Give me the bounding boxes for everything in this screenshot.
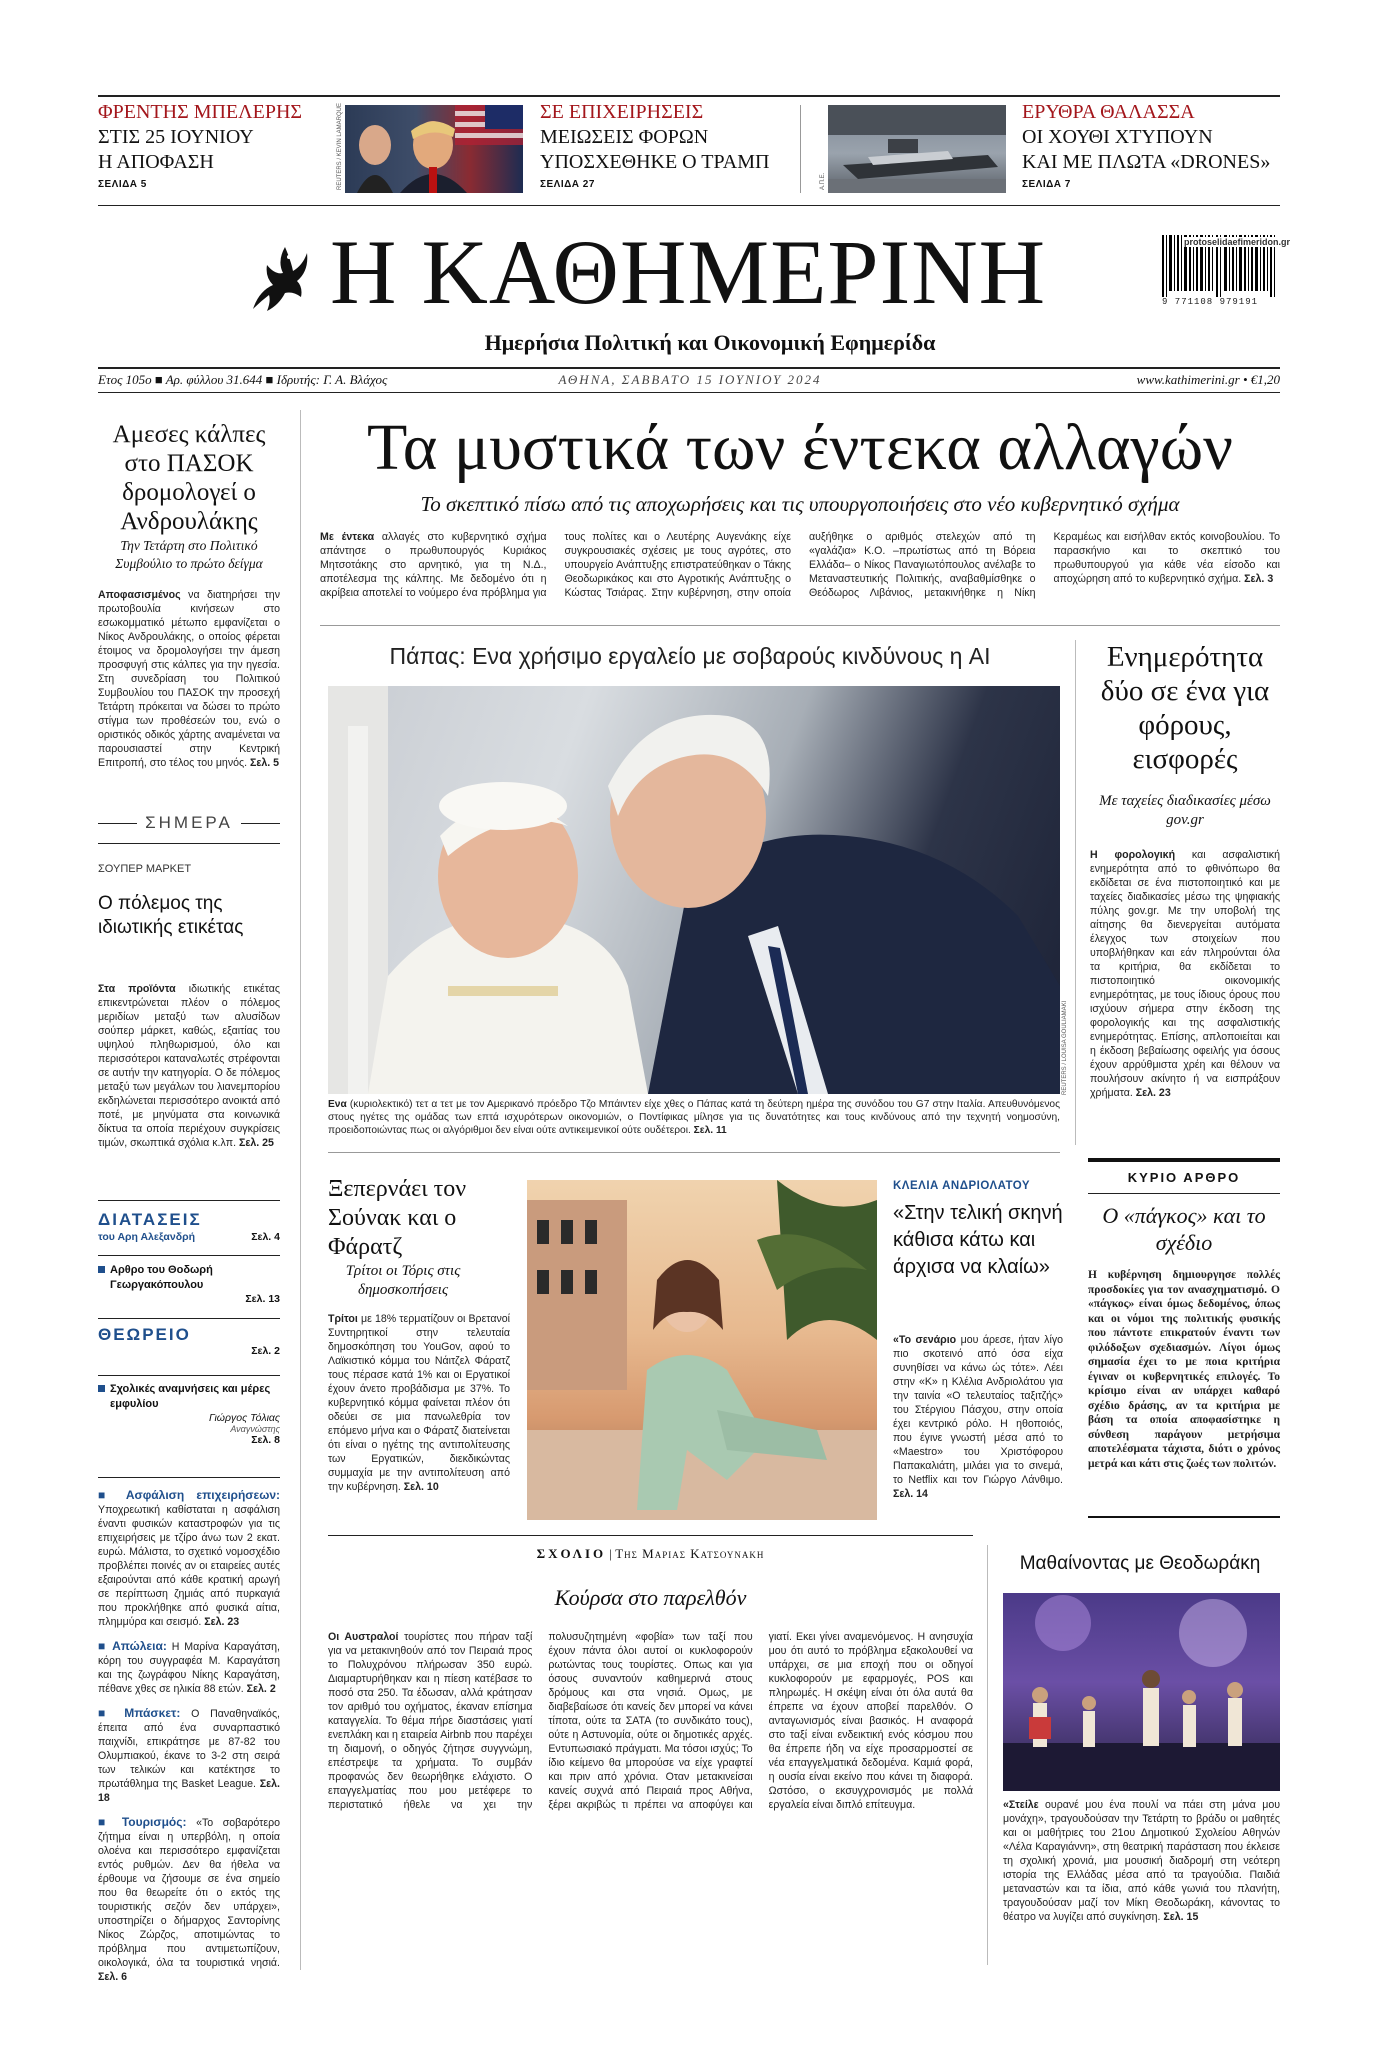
left-story-deck: Την Τετάρτη στο Πολιτικό Συμβούλιο το πρώτο δείγμα [115, 538, 263, 571]
sunak-body [328, 1312, 510, 1494]
enimerotita-body [1090, 848, 1280, 1100]
body-text: ουρανέ μου ένα πουλί να πάει στη μάνα μου μονάχη», τραγουδούσαν την Τετάρτη το βράδυ οι μαθητές και οι μαθήτριες του 21ου Δημοτικού Σχολείου Αθηνών «Λέλα Καραγιάννη», στη θεατρική παράσταση που έκλεισε τη σχολική χρονιά, μια μουσική διαδρομή στη νεότερη ιστορία της Ελλάδας μέσα από τα τραγούδια. Παιδιά μεταναστών και τα ίδια, από κάθε γωνιά του πλανήτη, τραγουδούσαν μαζί τον Μίκη Θεοδωράκη, κάνοντας το θέατρο να λυγίζει από συγκίνηση. [1003, 1799, 1280, 1923]
lead-word: «Το σενάριο [893, 1334, 957, 1346]
lead-word: Αποφασισμένος [98, 589, 181, 601]
teaser-headline-1: ΟΙ ΧΟΥΘΙ ΧΤΥΠΟΥΝ [1022, 126, 1213, 148]
page-ref: Σελ. 25 [238, 1137, 274, 1149]
barcode [1162, 235, 1291, 309]
body-text: με 18% τερματίζουν οι Βρετανοί Συντηρητικοί στην τελευταία δημοσκόπηση του YouGov, αφού το Λαϊκιστικό κόμμα του Νάιτζελ Φάρατζ τους πέρασε κατά 1% και οι Εργατικοί έχουν άνετο προβάδισμα με 37%. Το κυβερνητικό κόμμα φαίνεται πλέον ότι οδεύει σε μια πανωλεθρία τον επόμενο μήνα και ο Φάρατζ διατείνεται ότι είναι ο ηγέτης της αντιπολίτευσης των Εργατικών, διεκδικώντας συμμαχία με την αντιπολίτευση από την κυβέρνηση. [328, 1313, 510, 1493]
lead-headline[interactable]: Τα μυστικά των έντεκα αλλαγών [367, 411, 1233, 484]
teaser-kicker: ΕΡΥΘΡΑ ΘΑΛΑΣΣΑ [1022, 101, 1195, 123]
simera-kicker: ΣΟΥΠΕΡ ΜΑΡΚΕΤ [98, 863, 192, 875]
scholio-body [328, 1630, 973, 1960]
left-story-headline[interactable]: Αμεσες κάλπες στο ΠΑΣΟΚ δρομολογεί ο Ανδρουλάκης [112, 421, 266, 535]
kyrio-arthro-label: ΚΥΡΙΟ ΑΡΘΡΟ [1127, 1170, 1241, 1185]
body-text: αλλαγές στο κυβερνητικό σχήμα απάντησε ο πρωθυπουργός Κυριάκος Μητσοτάκης στο αρνητικό, για τη Ν.Δ., αποτέλεσμα της κάλπης. Με δεδομένο ότι η ακρίβεια αποτελεί το νούμερο ένα πρόβλημα για τους πολίτες και ο Λευτέρης Αυγενάκης είχε συγκρουσιακές σχέσεις με τους αγρότες, στο υπουργείο Ανάπτυξης επιστρατεύθηκαν ο Τάκης Θεοδωρικάκος και στο Αγροτικής Ανάπτυξης ο Κώστας Τσιάρας. Στην κυβέρνηση, στην οποία αυξήθηκε ο αριθμός στελεχών από τη «γαλάζια» Κ.Ο. –πρωτίστως από τη Βόρεια Ελλάδα– ο Νίκος Παναγιωτόπουλος ανέλαβε το Μεταναστευτικής Πολιτικής, αναβαθμίσθηκε ο Θεόδωρος Λιβάνιος, μετακινήθηκε η Νίκη Κεραμέως και εισήλθαν εκτός κοινοβουλίου. Το παρασκήνιο και το σκεπτικό του πρωθυπουργού για κάθε νέα είσοδο και αποχώρηση από το κυβερνητικό σχήμα. [320, 531, 1280, 599]
brief-title: ■ Απώλεια: [98, 1639, 167, 1653]
brief-page: Σελ. 2 [246, 1683, 276, 1695]
kyrio-arthro-body: Η κυβέρνηση δημιουργησε πολλές προσδοκίες για τον ανασχηματισμό. Ο «πάγκος» είναι όμως δεδομένος, όπως και οι νόμοι της πολιτικής φυσικής που πάντοτε επικρατούν έναντι των φιλόδοξων σχεδιασμών. Λίγοι όμως σημασία έχει το με ποια κριτήρια έγιναν οι κυβερνητικές επιλογές. Το κρίσιμο είναι αν υπάρχει καθαρό σχέδιο δράσης, αν τα κριτήρια με βάση τα οποία αποφασίστηκε η σύνθεση παράγουν μετρήσιμα αποτελέσματα τάχιστα, διότι ο χρόνος μετρά και κάτι στις ζωές των πολιτών. [1088, 1269, 1280, 1470]
brief-item[interactable] [98, 1706, 280, 1805]
index-scholikes[interactable] [98, 1382, 280, 1446]
body-text: μου άρεσε, ήταν λίγο πιο σκοτεινό από όσα είχα συνηθίσει να κάνω ώς τότε». Λέει στην «Κ» η Κλέλια Ανδριολάτου για την ταινία «Ο τελευταίος ταξιτζής» του Στέργιου Πάσχου, στην οποία έχει κεντρικό ρόλο. Η ηθοποιός, που έγινε γνωστή μέσα από το «Maestro» του Χριστόφορου Παπακαλιάτη, μιλάει για το σινεμά, το Netflix και τον Γιώργο Λάνθιμο. [893, 1334, 1064, 1486]
briefs-list [98, 1488, 280, 1984]
brief-page: Σελ. 18 [98, 1778, 280, 1804]
lead-deck: Το σκεπτικό πίσω από τις αποχωρήσεις και τις υπουργοποιήσεις στο νέο κυβερνητικό σχήμα [420, 492, 1180, 516]
sunak-headline[interactable]: Ξεπερνάει τον Σούνακ και ο Φάρατζ [328, 1176, 467, 1260]
photo-credit: Α.Π.Ε. [820, 172, 826, 190]
lead-word: Στα προϊόντα [98, 983, 176, 995]
teaser-headline-2: ΥΠΟΣΧΕΘΗΚΕ Ο ΤΡΑΜΠ [540, 151, 770, 173]
scholikes-page: Σελ. 8 [251, 1434, 280, 1446]
brief-title: ■ Τουρισμός: [98, 1815, 187, 1829]
teaser-headline-2: ΚΑΙ ΜΕ ΠΛΩΤΑ «DRONES» [1022, 151, 1271, 173]
simera-body [98, 982, 280, 1150]
theodorakis-headline[interactable]: Μαθαίνοντας με Θεοδωράκη [1019, 1553, 1261, 1574]
teaser-kicker: ΣΕ ΕΠΙΧΕΙΡΗΣΕΙΣ [540, 101, 704, 123]
issue-date: ΑΘΗΝΑ, ΣΑΒΒΑΤΟ 15 ΙΟΥΝΙΟΥ 2024 [558, 372, 822, 387]
barcode-site: protoselidaefimeridon.gr [1184, 237, 1291, 247]
klelia-kicker: ΚΛΕΛΙΑ ΑΝΔΡΙΟΛΑΤΟΥ [893, 1180, 1031, 1192]
theoreio-page: Σελ. 2 [251, 1345, 280, 1357]
pope-headline[interactable]: Πάπας: Ενα χρήσιμο εργαλείο με σοβαρούς κινδύνους η AI [389, 643, 991, 669]
simera-label: ΣΗΜΕΡΑ [137, 813, 241, 832]
caption-text: (κυριολεκτικό) τετ α τετ με τον Αμερικανό πρόεδρο Τζο Μπάιντεν είχε χθες ο Πάπας κατά τη δεύτερη ημέρα της συνόδου του G7 στην Ιταλία. Απευθυνόμενος στους ηγέτες της ομάδας των επτά ισχυρότερων οικονομιών, ο Ποντίφικας μίλησε για τις δυνατότητες και τους κινδύνους από την τεχνητή νοημοσύνη, προειδοποιώντας πως οι αλγόριθμοι δεν είναι ούτε αντικειμενικοί ούτε ουδέτεροι. [328, 1099, 1060, 1136]
teaser-beleris[interactable] [98, 100, 338, 190]
page-ref: Σελ. 15 [1163, 1911, 1199, 1923]
body-text: και ασφαλιστική ενημερότητα από το φθινόπωρο θα εκδίδεται σε ένα πιστοποιητικό και με ταχείες διαδικασίες μέσω της ψηφιακής πύλης gov.gr. Με την υποβολή της αίτησης θα διενεργείται αυτόματα έλεγχος των στοιχείων που υποβλήθηκαν και εάν πληρούνται όλα τα κριτήρια, θα εκδίδεται το πιστοποιητικό οικονομικής ενημερότητας, με τους ίδιους όρους που ισχύουν σήμερα στην έκδοση της φορολογικής και της ασφαλιστικής ενημερότητας. Επίσης, απλοποιείται και η έκδοση βεβαίωσης οφειλής για όσους έχουν αρρύθμιστα χρέη και θέλουν να πουλήσουν ακίνητο ή να εισπράξουν χρήματα. [1090, 849, 1280, 1099]
klelia-photo [527, 1180, 877, 1520]
simera-label-wrap [98, 813, 280, 833]
body-text: τουρίστες που πήραν ταξί για να μετακινηθούν από τον Πειραιά προς το Πολυχρόνου πλήρωσαν 350 ευρώ. Διαμαρτυρήθηκαν και η πίεση κατέβασε το ποσό στα 250. Τα έδωσαν, αλλά κράτησαν τον αριθμό του οχήματος, έκαναν επίσημα καταγγελία. Το θέμα πήρε διαστάσεις γιατί ενεπλάκη και η εταιρεία Airbnb που παρέχει τη διαμονή, ο οδηγός ζήτησε συγγνώμη, επέστρεψε τα χρήματα. Το συμβάν προφανώς δεν θεωρήθηκε ελάχιστο. Ο επαγγελματίας που μου μετέφερε το περιστατικό ήθελε να χει την πολυσυζητημένη «φοβία» των ταξί που έχουν πάντα όλοι αυτοί οι κυκλοφορούν ρωτώντας τους τουρίστες. Οπως και για όσους συναντούν καθημερινά στους δρόμους και στα νησιά. Ομως, με διαβεβαίωσε ότι κανείς δεν μπορεί να κάνει τίποτα, ούτε τα ΣΑΤΑ (το συνδικάτο τους), ούτε η Αστυνομία, ούτε οι δημοτικές αρχές. Εντυπωσιακό πράγματι. Μα τόσοι ισχύς; Το ίδιο κείμενο θα μπορούσε να είχε γραφτεί και πριν από χρόνια. Οταν μετακινείσαι κανείς συχνά από Πειραιά προς Αθήνα, ξέρει ακριβώς τι πρέπει να αποφύγει και γιατί. Εκει γίνει αναμενόμενος. Η ανησυχία μου ότι αυτό το πρόβλημα εξακολουθεί να υπάρχει, σε μια εποχή που οι οδηγοί κυκλοφορούν με εφαρμογές, POS και πληρωμές. Η σκέψη είναι ότι όλα αυτά θα έπρεπε να έχουν αποβεί παρελθόν. Ο ανταγωνισμός είναι βασικός. Η αναφορά στο ταξί είναι ενδεικτική ενός κόσμου που θα έπρεπε ήδη να είχε προσαρμοστεί σε νέα επαγγελματικά δεδομένα. Καμιά φορά, η ουσία είναι εκείνο που κάνει τη διαφορά. Ωστόσο, ο εκσυγχρονισμός με πολλά εργαλεία είναι διπλό επίτευγμα. [328, 1631, 973, 1811]
index-theoreio[interactable] [98, 1325, 280, 1357]
diataseis-page: Σελ. 4 [251, 1231, 280, 1243]
photo-credit: REUTERS / KEVIN LAMARQUE [337, 102, 343, 190]
scholikes-label: Σχολικές αναμνήσεις και μέρες εμφυλίου [110, 1383, 271, 1410]
scholio-headline[interactable]: Κούρσα στο παρελθόν [554, 1585, 747, 1610]
enimerotita-headline[interactable]: Ενημερότητα δύο σε ένα για φόρους, εισφορές [1100, 641, 1270, 775]
masthead-title: Η ΚΑΘΗΜΕΡΙΝΗ [330, 221, 1047, 323]
kyrio-arthro-headline[interactable]: Ο «πάγκος» και το σχέδιο [1102, 1203, 1266, 1255]
brief-title: ■ Ασφάλιση επιχειρήσεων: [98, 1488, 281, 1502]
theoreio-label: ΘΕΩΡΕΙΟ [98, 1325, 191, 1344]
left-story-body [98, 588, 280, 770]
teaser-headline-2: Η ΑΠΟΦΑΣΗ [98, 151, 214, 173]
body-text: ιδιωτικής ετικέτας επικεντρώνεται πλέον ο πόλεμος μεριδίων μεταξύ των αλυσίδων σούπερ μάρκετ, καθώς, εξαιτίας του υψηλού πληθωρισμού, όλο και περισσότεροι καταναλωτές στρέφονται σε αυτήν την κατηγορία. Ο δε πόλεμος μεταξύ των μεγάλων του λιανεμπορίου εκδηλώνεται περισσότερο ανοικτά από ποτέ, με μηνύματα στα κοινωνικά δίκτυα τα οποία περιέχουν συγκρίσεις τιμών, σκωπτικά σχόλια κ.λπ. [98, 983, 280, 1149]
theodorakis-body [1003, 1798, 1280, 1924]
page-ref: Σελ. 23 [1135, 1087, 1171, 1099]
photo-credit: REUTERS / LOUISA GOULIAMAKI [1062, 1000, 1068, 1095]
klelia-body [893, 1333, 1063, 1501]
brief-body: Ο Παναθηναϊκός, έπειτα από ένα συναρπαστικό παιχνίδι, επικράτησε με 87-82 του Ολυμπιακού, έκανε το 3-2 στη σειρά των τελικών και κατέκτησε το πρωτάθλημα της Basket League. [98, 1708, 280, 1790]
page-ref: Σελ. 11 [693, 1125, 727, 1136]
pope-biden-photo [328, 686, 1060, 1094]
square-bullet-icon [98, 1266, 105, 1273]
teaser-headline-1: ΣΤΙΣ 25 ΙΟΥΝΙΟΥ [98, 126, 254, 148]
teaser-headline-1: ΜΕΙΩΣΕΙΣ ΦΟΡΩΝ [540, 126, 709, 148]
teaser-page: ΣΕΛΙΔΑ 27 [540, 179, 595, 190]
teaser-page: ΣΕΛΙΔΑ 7 [1022, 179, 1071, 190]
arthro-label: Αρθρο του Θοδωρή Γεωργακόπουλου [110, 1264, 213, 1291]
arthro-page: Σελ. 13 [245, 1293, 280, 1305]
website-price: www.kathimerini.gr • €1,20 [1136, 372, 1280, 387]
masthead-logo [245, 235, 315, 315]
teaser-kicker: ΦΡΕΝΤΗΣ ΜΠΕΛΕΡΗΣ [98, 101, 303, 123]
scholio-author: Της Μαριας Κατσουνακη [615, 1546, 765, 1561]
lead-word: Τρίτοι [328, 1313, 358, 1325]
page-ref: Σελ. 10 [403, 1481, 439, 1493]
lead-body [320, 530, 1280, 616]
square-bullet-icon [98, 1385, 105, 1392]
sunak-deck: Τρίτοι οι Τόρις στις δημοσκοπήσεις [345, 1263, 461, 1298]
barcode-digits: 9 771108 979191 [1162, 297, 1259, 307]
brief-title: ■ Μπάσκετ: [98, 1706, 181, 1720]
page-ref: Σελ. 3 [1244, 573, 1274, 585]
pope-caption [328, 1098, 1060, 1137]
enimerotita-deck: Με ταχείες διαδικασίες μέσω gov.gr [1099, 793, 1271, 828]
lead-word: Με έντεκα [320, 531, 375, 543]
brief-page: Σελ. 6 [98, 1971, 128, 1983]
body-text: να διατηρήσει την πρωτοβουλία κινήσεων στο εσωκομματικό μέτωπο εμφανίζεται ο Νίκος Ανδρουλάκης, ο οποίος φέρεται έτοιμος να δρομολογήσει την άμεση προσφυγή στις κάλπες για την ηγεσία. Στη συνεδρίαση του Πολιτικού Συμβουλίου του ΠΑΣΟΚ την προσεχή Τετάρτη πρόκειται να δώσει το πρώτο στίγμα των προθέσεών του, ενώ ο οριστικός οδικός χάρτης αναμένεται να παρουσιαστεί στην Κεντρική Επιτροπή, στο τέλος του μηνός. [98, 589, 280, 769]
scholio-header: ΣΧΟΛΙΟ | Της Μαριας Κατσουνακη [536, 1546, 765, 1561]
trump-photo [345, 105, 523, 193]
brief-item[interactable] [98, 1488, 280, 1629]
diataseis-author: του Αρη Αλεξανδρή [98, 1231, 195, 1243]
theodorakis-photo [1003, 1593, 1280, 1791]
brief-body: Η Μαρίνα Καραγάτση, κόρη του συγγραφέα Μ. Καραγάτση και της ζωγράφου Νίκης Καραγάτση, πέθανε χθες σε ηλικία 88 ετών. [98, 1641, 280, 1695]
lead-word: Η φορολογική [1090, 849, 1176, 861]
teaser-houthi[interactable] [1022, 100, 1282, 190]
scholikes-author: Γιώργος Τόλιας [208, 1412, 280, 1424]
brief-body: «Το σοβαρότερο ζήτημα είναι η υπερβόλη, η οποία ολοένα και περισσότερο εμφανίζεται εντός ρυθμών. Δεν θα ήθελα να έρθουμε να ζήσουμε σε ένα σημείο που θα θεωρείτε ότι ο εκτός της τουριστικής σεζόν δεν υπάρχει», υποστηρίζει ο δήμαρχος Σαντορίνης Νίκος Ζώρζος, αποτιμώντας το πρόβλημα που αντιμετωπίζουν, οικολογικά, όλα τα τουριστικά νησιά. [98, 1817, 280, 1969]
scholikes-role: Αναγνώστης [230, 1424, 280, 1434]
teaser-trump[interactable] [540, 100, 790, 190]
masthead-subtitle: Ημερήσια Πολιτική και Οικονομική Εφημερίδα [484, 330, 936, 355]
simera-headline[interactable]: Ο πόλεμος της ιδιωτικής ετικέτας [98, 893, 244, 938]
brief-body: Υποχρεωτική καθίσταται η ασφάλιση έναντι φυσικών καταστροφών για τις επιχειρήσεις με τζίρο άνω των 2 εκατ. ευρώ. Μάλιστα, το σχετικό νομοσχέδιο προβλέπει ποινές αν οι εταιρείες αυτές εξαιρούνται από κάθε κρατική αρωγή σε περίπτωση ζημιάς από πυρκαγιά που προκλήθηκε από φυσικά αίτια, πλημμύρα και σεισμό. [98, 1504, 280, 1628]
teaser-page: ΣΕΛΙΔΑ 5 [98, 179, 147, 190]
lead-word: Ενα [328, 1099, 347, 1110]
brief-item[interactable] [98, 1815, 280, 1984]
lead-word: «Στείλε [1003, 1799, 1039, 1811]
brief-item[interactable] [98, 1639, 280, 1696]
lead-word: Οι Αυστραλοί [328, 1631, 399, 1643]
scholio-label: ΣΧΟΛΙΟ [536, 1546, 607, 1561]
drone-boat-photo [828, 105, 1006, 193]
klelia-headline[interactable]: «Στην τελική σκηνή κάθισα κάτω και άρχισα να κλαίω» [893, 1202, 1063, 1278]
brief-page: Σελ. 23 [204, 1616, 240, 1628]
index-arthro[interactable] [98, 1263, 280, 1305]
issue-info: Ετος 105ο ■ Αρ. φύλλου 31.644 ■ Ιδρυτής: Γ. Α. Βλάχος [98, 372, 388, 387]
page-ref: Σελ. 14 [893, 1488, 928, 1500]
index-diataseis[interactable] [98, 1210, 280, 1243]
diataseis-label: ΔΙΑΤΑΣΕΙΣ [98, 1210, 202, 1229]
kyrio-arthro-box [1088, 1158, 1280, 1518]
page-ref: Σελ. 5 [250, 757, 280, 769]
